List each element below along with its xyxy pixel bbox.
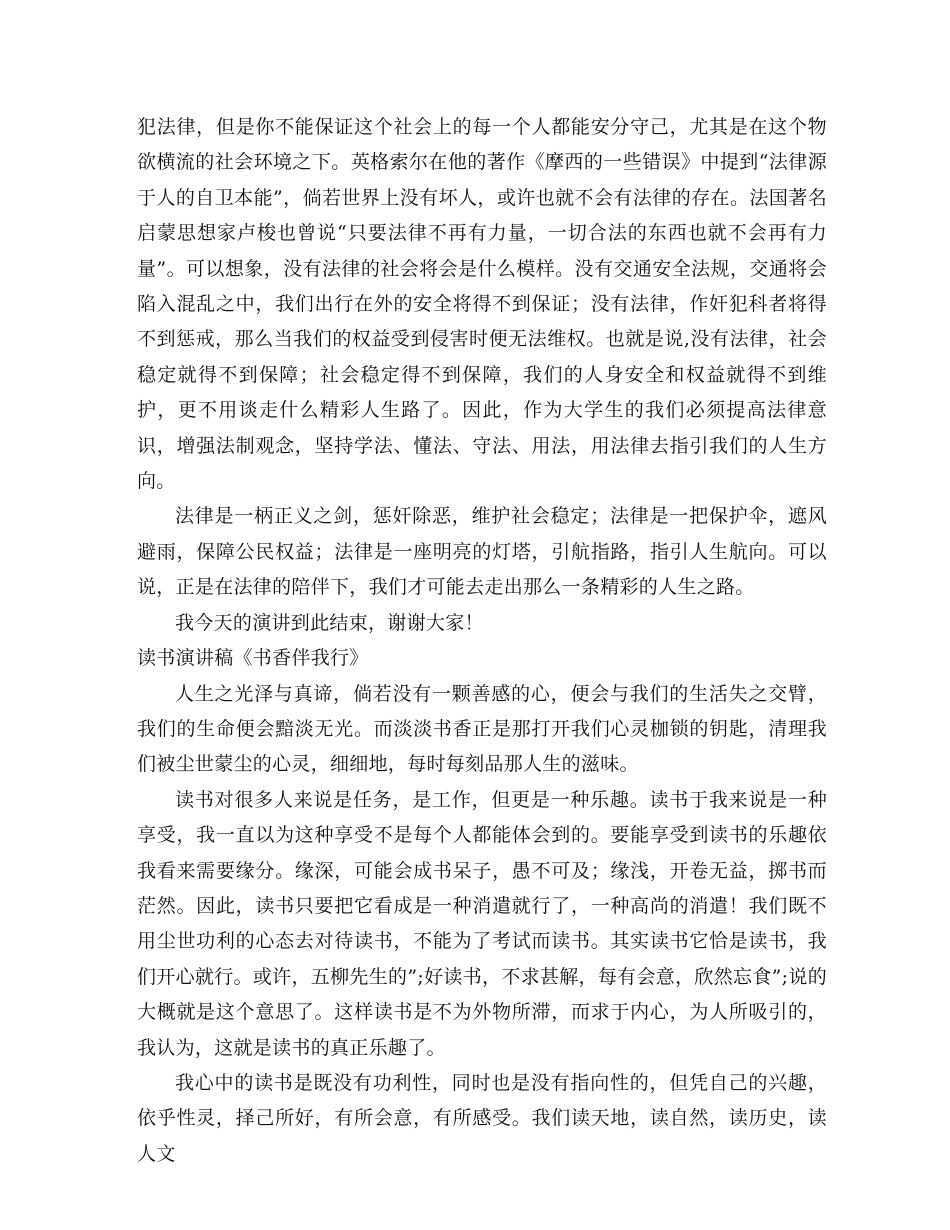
paragraph-reading-joy: 读书对很多人来说是任务，是工作，但更是一种乐趣。读书于我来说是一种享受，我一直以为这种享受不是每个人都能体会到的。要能享受到读书的乐趣依我看来需要缘分。缘深，可能会成书呆子，愚不可及；缘浅，开卷无益，掷书而茫然。因此，读书只要把它看成是一种消遣就行了，一种高尚的消遣！我们既不用尘世功利的心态去对待读书，不能为了考试而读书。其实读书它恰是读书，我们开心就行。或许，五柳先生的”;好读书，不求甚解，每有会意，欣然忘食”;说的大概就是这个意思了。这样读书是不为外物所滞，而求于内心，为人所吸引的，我认为，这就是读书的真正乐趣了。 xyxy=(137,788,827,1059)
paragraph-reading-intro: 人生之光泽与真谛，倘若没有一颗善感的心，便会与我们的生活失之交臂，我们的生命便会黯淡无光。而淡淡书香正是那打开我们心灵枷锁的钥匙，清理我们被尘世蒙尘的心灵，细细地，每时每刻品那人生的滋味。 xyxy=(137,682,827,776)
paragraph-reading-heart: 我心中的读书是既没有功利性，同时也是没有指向性的，但凭自己的兴趣，依乎性灵，择己所好，有所会意，有所感受。我们读天地，读自然，读历史，读人文 xyxy=(137,1071,827,1165)
document-body xyxy=(137,110,827,1172)
paragraph-law-metaphor: 法律是一柄正义之剑，惩奸除恶，维护社会稳定；法律是一把保护伞，遮风避雨，保障公民权益；法律是一座明亮的灯塔，引航指路，指引人生航向。可以说，正是在法律的陪伴下，我们才可能去走出那么一条精彩的人生之路。 xyxy=(137,505,827,599)
section-title: 读书演讲稿《书香伴我行》 xyxy=(137,647,369,670)
paragraph-law-importance: 犯法律，但是你不能保证这个社会上的每一个人都能安分守己，尤其是在这个物欲横流的社会环境之下。英格索尔在他的著作《摩西的一些错误》中提到“法律源于人的自卫本能”，倘若世界上没有坏人，或许也就不会有法律的存在。法国著名启蒙思想家卢梭也曾说“只要法律不再有力量，一切合法的东西也就不会再有力量”。可以想象，没有法律的社会将会是什么模样。没有交通安全法规，交通将会陷入混乱之中，我们出行在外的安全将得不到保证；没有法律，作奸犯科者将得不到惩戒，那么当我们的权益受到侵害时便无法维权。也就是说,没有法律，社会稳定就得不到保障；社会稳定得不到保障，我们的人身安全和权益就得不到维护，更不用谈走什么精彩人生路了。因此，作为大学生的我们必须提高法律意识，增强法制观念，坚持学法、懂法、守法、用法，用法律去指引我们的人生方向。 xyxy=(137,116,827,493)
paragraph-speech-closing: 我今天的演讲到此结束，谢谢大家！ xyxy=(175,611,484,634)
